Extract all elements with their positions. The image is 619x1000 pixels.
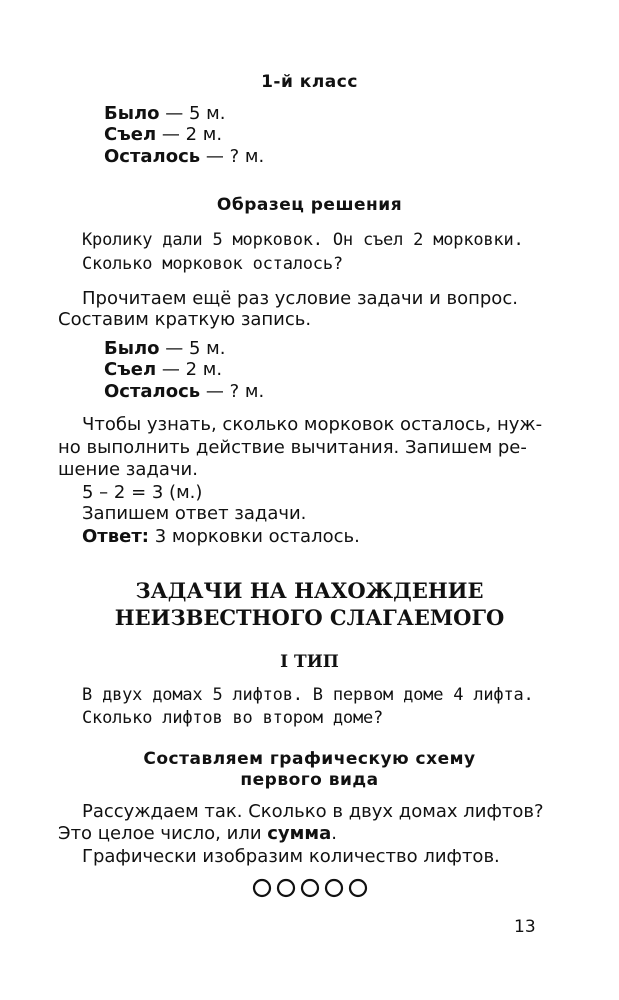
short-record-2-row [104,381,264,403]
scheme-heading-line: Составляем графическую схему [143,749,476,769]
solution-heading: Образец решения [216,195,403,215]
type-heading: I ТИП [280,652,339,672]
lift-circles [0,878,619,898]
problem-1-line: Сколько морковок осталось? [82,254,343,274]
intro-text-line: Прочитаем ещё раз условие задачи и вопрос. [82,288,518,309]
short-record-2-label: Съел [104,359,157,380]
short-record-1-row [104,103,225,125]
lift-circle [254,880,270,896]
explanation-line: Чтобы узнать, сколько морковок осталось, нуж- [82,414,543,435]
short-record-2-label: Осталось [104,381,201,402]
intro-text-line: Составим краткую запись. [58,309,312,330]
scheme-heading-line: первого вида [240,770,379,790]
lift-circle [302,880,318,896]
short-record-1-value: — ? м. [200,146,265,167]
answer-line [82,526,360,548]
short-record-2-row [104,338,225,360]
lift-circle [350,880,366,896]
short-record-1-label: Было [104,103,160,124]
lift-circle [278,880,294,896]
short-record-2-row [104,359,222,381]
short-record-2-value: — ? м. [200,381,265,402]
sum-term: сумма [267,823,332,844]
problem-2-line: В двух домах 5 лифтов. В первом доме 4 лифта. [82,685,534,705]
short-record-2-value: — 2 м. [156,359,223,380]
short-record-2-value: — 5 м. [159,338,226,359]
lift-circles-diagram [252,878,368,898]
lift-circle [326,880,342,896]
reasoning-line: Графически изобразим количество лифтов. [82,846,500,867]
write-answer: Запишем ответ задачи. [82,503,307,524]
short-record-1-label: Съел [104,124,157,145]
problem-2-line: Сколько лифтов во втором доме? [82,708,384,728]
page-number: 13 [514,917,536,937]
grade-heading: 1-й класс [261,72,358,92]
short-record-1-value: — 5 м. [159,103,226,124]
equation: 5 – 2 = 3 (м.) [82,482,203,503]
reasoning-line [58,823,337,845]
answer-text: 3 морковки осталось. [148,526,360,547]
section-title-line: ЗАДАЧИ НА НАХОЖДЕНИЕ [135,578,484,603]
explanation-line: шение задачи. [58,459,198,480]
short-record-1-label: Осталось [104,146,201,167]
short-record-1-value: — 2 м. [156,124,223,145]
short-record-1-row [104,146,264,168]
reasoning-line: Рассуждаем так. Сколько в двух домах лифтов? [82,801,544,822]
answer-label: Ответ: [82,526,149,547]
explanation-line: но выполнить действие вычитания. Запишем ре- [58,437,527,458]
reasoning-text: Это целое число, или [58,823,268,844]
reasoning-text: . [331,823,337,844]
short-record-2-label: Было [104,338,160,359]
problem-1-line: Кролику дали 5 морковок. Он съел 2 морковки. [82,230,524,250]
short-record-1-row [104,124,222,146]
section-title-line: НЕИЗВЕСТНОГО СЛАГАЕМОГО [114,605,505,630]
